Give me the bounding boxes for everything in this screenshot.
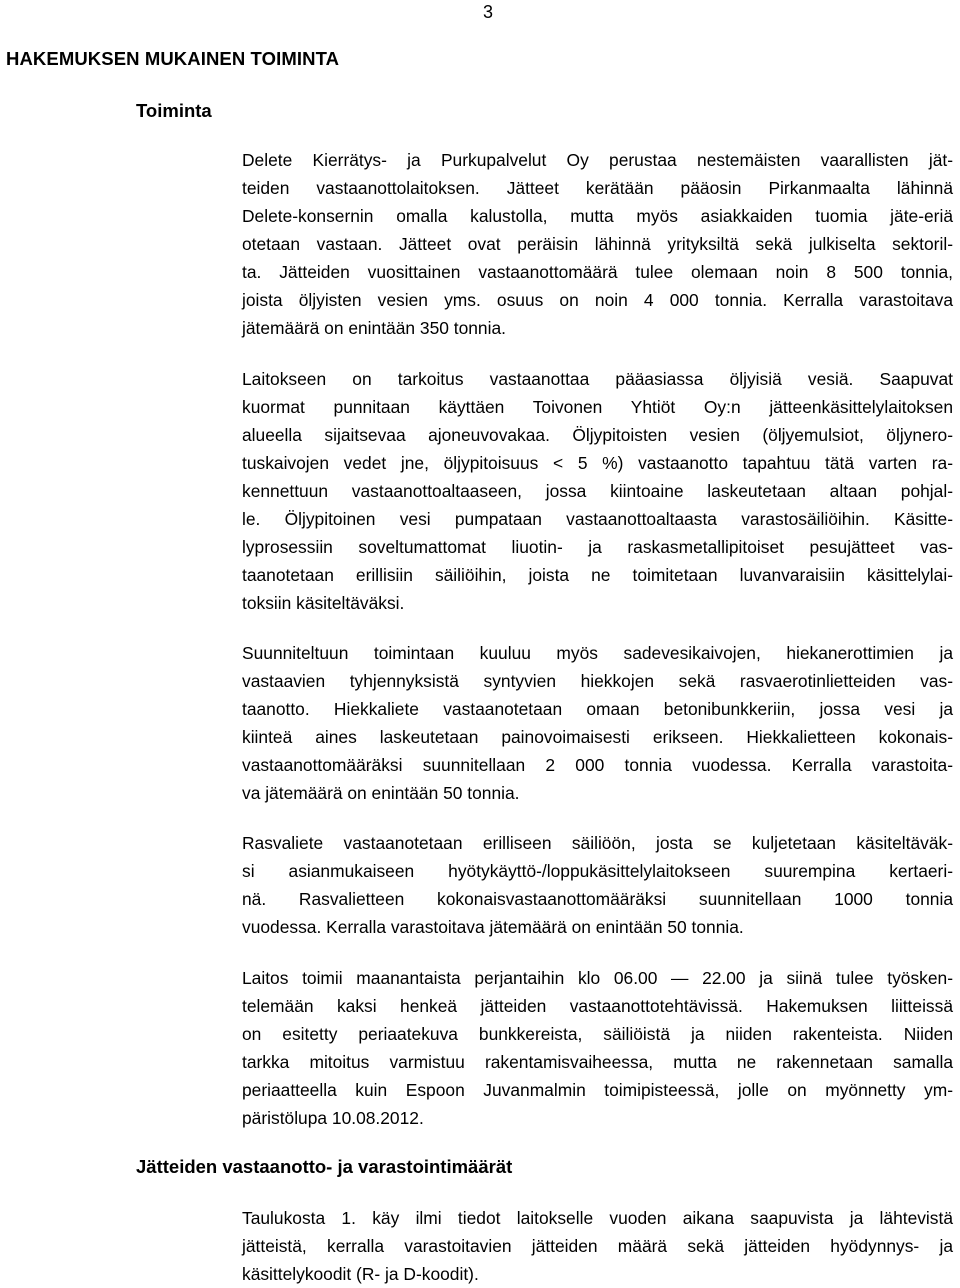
text-line: päristölupa 10.08.2012. [242, 1108, 424, 1128]
text-line: Delete-konsernin omalla kalustolla, mutta myös asiakkaiden tuomia jäte-eriä [242, 206, 953, 226]
text-line: teiden vastaanottolaitoksen. Jätteet kerätään pääosin Pirkanmaalta lähinnä [242, 178, 953, 198]
text-line: taanotto. Hiekkaliete vastaanotetaan omaan betonibunkkeriin, jossa vesi ja [242, 699, 953, 719]
text-line: Laitos toimii maanantaista perjantaihin klo 06.00 — 22.00 ja siinä tulee työsken- [242, 968, 953, 988]
text-line: Suunniteltuun toimintaan kuuluu myös sadevesikaivojen, hiekanerottimien ja [242, 643, 953, 663]
text-line: taanotetaan erillisiin säiliöihin, joista ne toimitetaan luvanvaraisiin käsittelylai- [242, 565, 953, 585]
text-line: kuormat punnitaan käyttäen Toivonen Yhtiöt Oy:n jätteenkäsittelylaitoksen [242, 397, 953, 417]
paragraph [242, 1204, 953, 1288]
text-line: va jätemäärä on enintään 50 tonnia. [242, 783, 520, 803]
text-line: tarkka mitoitus varmistuu rakentamisvaiheessa, mutta ne rakennetaan samalla [242, 1052, 953, 1072]
text-line: on esitetty periaatekuva bunkkereista, säiliöistä ja niiden rakenteista. Niiden [242, 1024, 953, 1044]
text-line: vastaanottomääräksi suunnitellaan 2 000 tonnia vuodessa. Kerralla varastoita- [242, 755, 953, 775]
text-line: ta. Jätteiden vuosittainen vastaanottomäärä tulee olemaan noin 8 500 tonnia, [242, 262, 953, 282]
text-line: otetaan vastaan. Jätteet ovat peräisin lähinnä yrityksiltä sekä julkiselta sektoril- [242, 234, 953, 254]
text-line: Laitokseen on tarkoitus vastaanottaa pääasiassa öljyisiä vesiä. Saapuvat [242, 369, 953, 389]
text-line: joista öljyisten vesien yms. osuus on noin 4 000 tonnia. Kerralla varastoitava [242, 290, 953, 310]
section-heading-vastaanotto-maarat: Jätteiden vastaanotto- ja varastointimäärät [136, 1156, 513, 1177]
text-line: Rasvaliete vastaanotetaan erilliseen säiliöön, josta se kuljetetaan käsiteltäväk- [242, 833, 953, 853]
paragraph [242, 365, 953, 617]
text-line: le. Öljypitoinen vesi pumpataan vastaanottoaltaasta varastosäiliöihin. Käsitte- [242, 509, 953, 529]
text-line: toksiin käsiteltäväksi. [242, 593, 405, 613]
text-line: kennettuun vastaanottoaltaaseen, jossa kiintoaine laskeutetaan altaan pohjal- [242, 481, 953, 501]
page-number: 3 [483, 2, 494, 22]
text-line: periaatteella kuin Espoon Juvanmalmin toimipisteessä, jolle on myönnetty ym- [242, 1080, 953, 1100]
paragraph [242, 964, 953, 1132]
text-line: alueella sijaitsevaa ajoneuvovakaa. Öljypitoisten vesien (öljyemulsiot, öljynero- [242, 425, 953, 445]
text-line: si asianmukaiseen hyötykäyttö-/loppukäsittelylaitokseen suurempina kertaeri- [242, 861, 953, 881]
main-heading: HAKEMUKSEN MUKAINEN TOIMINTA [6, 48, 340, 69]
paragraph [242, 639, 953, 807]
text-line: Taulukosta 1. käy ilmi tiedot laitokselle vuoden aikana saapuvista ja lähtevistä [242, 1208, 953, 1228]
text-line: kiinteä aines laskeutetaan painovoimaisesti erikseen. Hiekkalietteen kokonais- [242, 727, 953, 747]
text-line: jätteistä, kerralla varastoitavien jätteiden määrä sekä jätteiden hyödynnys- ja [242, 1236, 953, 1256]
text-line: vastaavien tyhjennyksistä syntyvien hiekkojen sekä rasvaerotinlietteiden vas- [242, 671, 953, 691]
paragraph [242, 829, 953, 941]
text-line: tuskaivojen vedet jne, öljypitoisuus < 5 %) vastaanotto tapahtuu tätä varten ra- [242, 453, 953, 473]
text-line: jätemäärä on enintään 350 tonnia. [242, 318, 506, 338]
text-line: vuodessa. Kerralla varastoitava jätemäärä on enintään 50 tonnia. [242, 917, 744, 937]
paragraph [242, 146, 953, 342]
text-line: lyprosessiin soveltumattomat liuotin- ja raskasmetallipitoiset pesujätteet vas- [242, 537, 953, 557]
text-line: Delete Kierrätys- ja Purkupalvelut Oy perustaa nestemäisten vaarallisten jät- [242, 150, 953, 170]
text-line: nä. Rasvalietteen kokonaisvastaanottomääräksi suunnitellaan 1000 tonnia [242, 889, 953, 909]
text-line: käsittelykoodit (R- ja D-koodit). [242, 1264, 479, 1284]
text-line: telemään kaksi henkeä jätteiden vastaanottotehtävissä. Hakemuksen liitteissä [242, 996, 953, 1016]
section-heading-toiminta: Toiminta [136, 100, 212, 121]
